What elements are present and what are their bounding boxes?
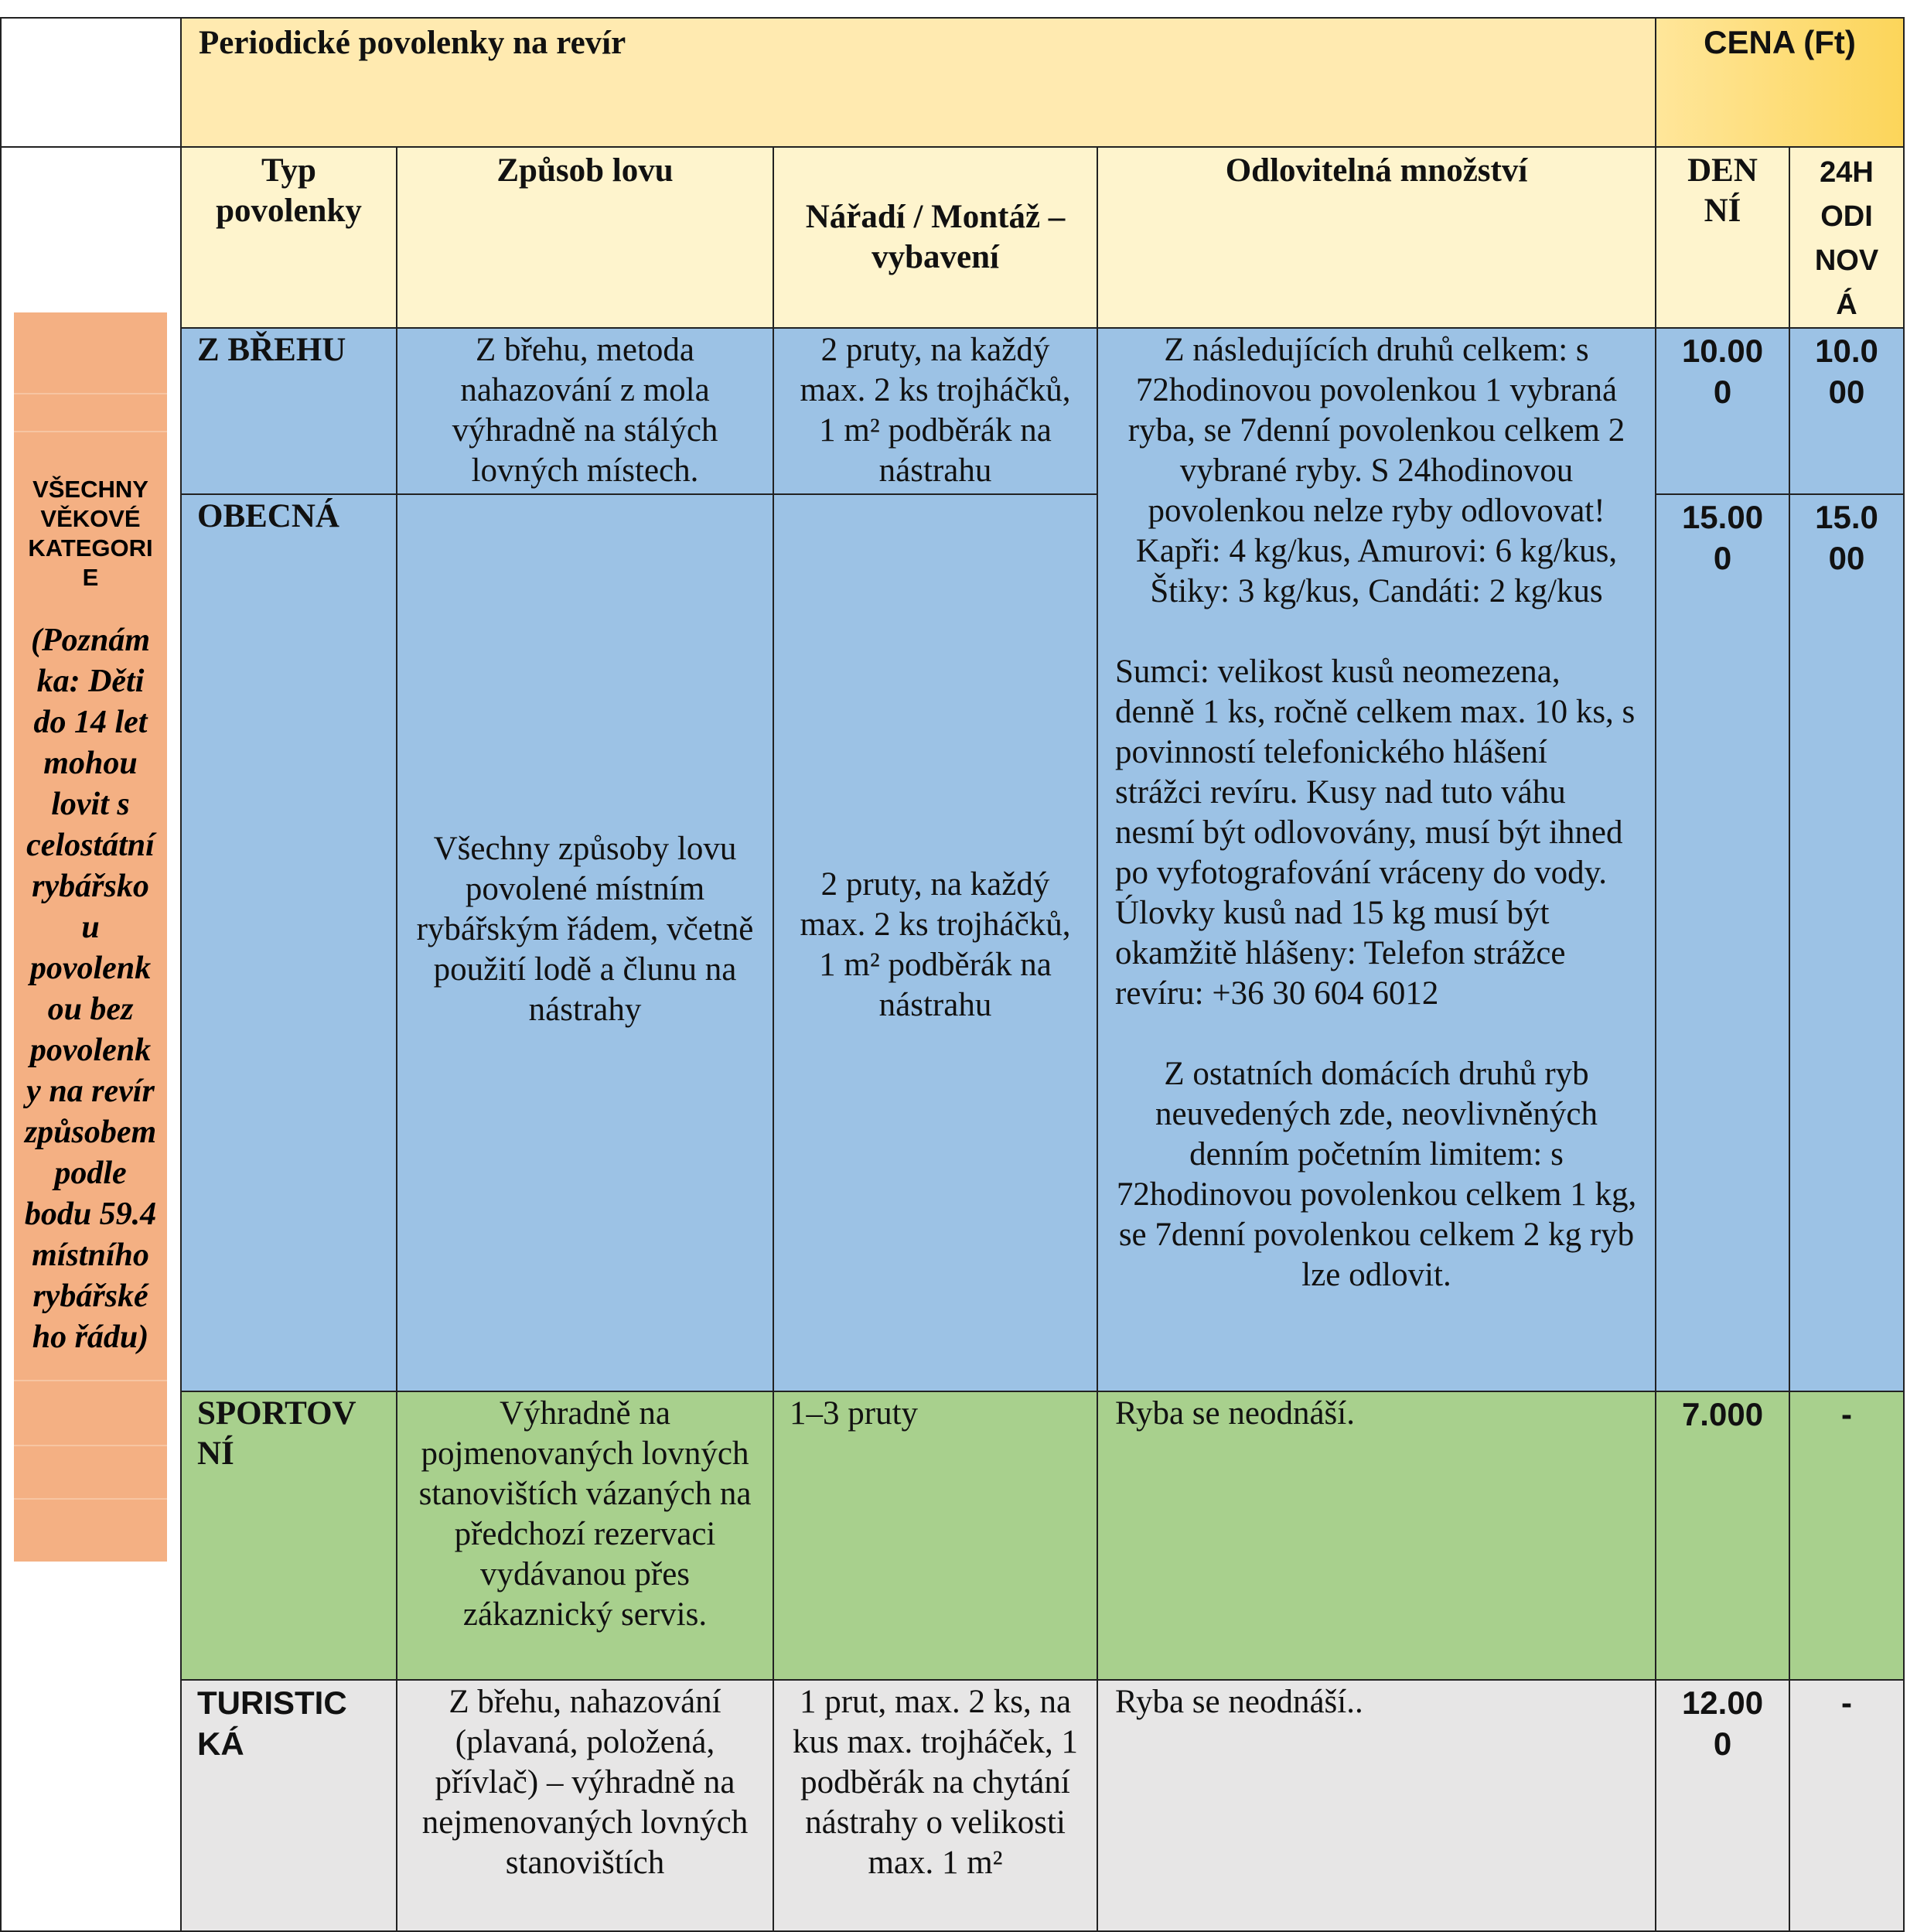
24h-price: -	[1841, 1685, 1853, 1721]
limits-paragraph: Z ostatních domácích druhů ryb neuvedených zde, neovlivněných denním početním limitem: s 72hodinovou povolenkou celkem 1 kg, se 7denní povolenkou celkem 2 kg ryb lze odlovit.	[1116, 1056, 1637, 1293]
limits-paragraph: Sumci: velikost kusů neomezena, denně 1 ks, ročně celkem max. 10 ks, s povinností telefonického hlášení strážci revíru. Kusy nad tuto váhu nesmí být odlovovány, musí být ihned po vyfotografování vráceny do vody. Úlovky kusů nad 15 kg musí být okamžitě hlášeny: Telefon strážce revíru: +36 30 604 6012	[1115, 654, 1636, 1012]
col-method-cell	[397, 147, 773, 328]
col-method: Způsob lovu	[496, 152, 674, 189]
limits-text	[1098, 329, 1655, 1295]
note-line: u	[81, 910, 100, 945]
limits-text: Ryba se neodnáší.	[1115, 1395, 1355, 1432]
age-category-label	[14, 475, 167, 592]
limits-cell	[1097, 1391, 1656, 1680]
gear-text: 2 pruty, na každý max. 2 ks trojháčků, 1 m² podběrák na nástrahu	[800, 332, 1071, 489]
24h-price	[1790, 495, 1903, 579]
note-line: povolenk	[29, 951, 152, 986]
note-line: bodu 59.4	[24, 1196, 157, 1232]
method-cell	[397, 1391, 773, 1680]
24h-price-cell	[1789, 494, 1904, 1391]
note-line: způsobem	[24, 1114, 157, 1150]
price-line: 10.00	[1681, 333, 1764, 369]
permit-type: Z BŘEHU	[197, 332, 346, 368]
type-line: KÁ	[197, 1725, 244, 1762]
price-header: CENA (Ft)	[1704, 24, 1856, 60]
type-cell	[181, 328, 397, 494]
price-line: 12.00	[1681, 1685, 1764, 1721]
daily-price: 7.000	[1681, 1396, 1764, 1432]
limits-cell	[1097, 1680, 1656, 1931]
gear-cell	[773, 1680, 1097, 1931]
24h-price-cell	[1789, 328, 1904, 494]
note-line: podle	[54, 1155, 127, 1191]
note-line: (Poznám	[30, 623, 150, 658]
permit-type	[182, 1392, 396, 1474]
type-line: SPORTOV	[197, 1395, 356, 1432]
category-label-line: VĚKOVÉ	[40, 505, 141, 532]
note-line: y na revír	[26, 1074, 155, 1109]
column-header-row	[1, 147, 1904, 328]
note-line: ou bez	[47, 992, 134, 1027]
price-line: 0	[1713, 540, 1732, 576]
gear-cell	[773, 1391, 1097, 1680]
col-24h-line: Á	[1836, 288, 1857, 321]
note-line: místního	[32, 1237, 149, 1273]
age-category-note	[14, 620, 167, 1358]
gear-text: 1 prut, max. 2 ks, na kus max. trojháček, 1 podběrák na chytání nástrahy o velikosti max. 1 m²	[793, 1684, 1078, 1881]
col-24h-line: 24H	[1820, 156, 1874, 189]
limits-cell	[1097, 328, 1656, 1391]
method-text: Z břehu, metoda nahazování z mola výhradně na stálých lovných místech.	[452, 332, 718, 489]
daily-price	[1656, 495, 1789, 579]
col-gear-cell	[773, 147, 1097, 328]
price-line: 0	[1713, 374, 1732, 410]
col-24h	[1790, 148, 1903, 327]
permit-type	[182, 1681, 396, 1764]
page-title: Periodické povolenky na revír	[199, 25, 626, 61]
price-line: 00	[1828, 540, 1865, 576]
table-row	[1, 1391, 1904, 1680]
type-line: TURISTIC	[197, 1685, 347, 1721]
note-line: rybářsko	[32, 869, 149, 904]
note-line: do 14 let	[33, 705, 148, 740]
category-label-line: VŠECHNY	[32, 476, 148, 503]
col-24h-cell	[1789, 147, 1904, 328]
col-daily-line: NÍ	[1704, 193, 1741, 229]
permit-type: OBECNÁ	[197, 498, 339, 534]
method-cell	[397, 494, 773, 1391]
daily-price	[1656, 1681, 1789, 1764]
gear-cell	[773, 328, 1097, 494]
note-line: ka: Děti	[36, 664, 145, 699]
col-24h-line: ODI	[1820, 200, 1873, 233]
method-cell	[397, 328, 773, 494]
price-line: 0	[1713, 1725, 1732, 1762]
col-daily	[1656, 148, 1789, 231]
col-gear: Nářadí / Montáž – vybavení	[805, 199, 1066, 275]
col-type: Typ povolenky	[216, 152, 362, 229]
corner-cell	[1, 18, 181, 147]
type-cell	[181, 494, 397, 1391]
type-line: NÍ	[197, 1435, 234, 1472]
note-line: celostátní	[26, 828, 155, 863]
method-cell	[397, 1680, 773, 1931]
daily-price-cell	[1656, 1391, 1789, 1680]
note-line: povolenk	[29, 1033, 152, 1068]
daily-price	[1656, 329, 1789, 412]
price-line: 15.00	[1681, 499, 1764, 535]
method-text: Z břehu, nahazování (plavaná, položená, přívlač) – výhradně na nejmenovaných lovných stanovištích	[421, 1684, 749, 1881]
age-category-box	[14, 312, 167, 1562]
24h-price: -	[1841, 1396, 1853, 1432]
limits-paragraph: Z následujících druhů celkem: s 72hodinovou povolenkou 1 vybraná ryba, se 7denní povolenkou celkem 2 vybrané ryby. S 24hodinovou povolenkou nelze ryby odlovovat! Kapři: 4 kg/kus, Amurovi: 6 kg/kus, Štiky: 3 kg/kus, Candáti: 2 kg/kus	[1127, 332, 1625, 609]
table-row	[1, 328, 1904, 494]
type-cell	[181, 1391, 397, 1680]
table-row	[1, 1680, 1904, 1931]
permit-table	[0, 17, 1905, 1932]
note-line: lovit s	[51, 787, 130, 822]
note-line: ho řádu)	[32, 1319, 149, 1355]
daily-price-cell	[1656, 328, 1789, 494]
gear-text: 2 pruty, na každý max. 2 ks trojháčků, 1 m² podběrák na nástrahu	[800, 866, 1071, 1023]
col-limits-cell	[1097, 147, 1656, 328]
note-line: mohou	[43, 746, 138, 781]
price-line: 10.0	[1815, 333, 1878, 369]
category-label-line: KATEGORI	[28, 534, 153, 562]
daily-price-cell	[1656, 1680, 1789, 1931]
title-cell	[181, 18, 1656, 147]
method-text: Všechny způsoby lovu povolené místním rybářským řádem, včetně použití lodě a člunu na nástrahy	[416, 831, 754, 1028]
24h-price-cell	[1789, 1680, 1904, 1931]
col-daily-line: DEN	[1687, 152, 1758, 189]
gear-text: 1–3 pruty	[790, 1395, 919, 1432]
price-line: 00	[1828, 374, 1865, 410]
daily-price-cell	[1656, 494, 1789, 1391]
limits-text: Ryba se neodnáší..	[1115, 1684, 1363, 1720]
category-label-line: E	[82, 564, 99, 591]
method-text: Výhradně na pojmenovaných lovných stanovištích vázaných na předchozí rezervaci vydávanou přes zákaznický servis.	[418, 1395, 752, 1633]
gear-cell	[773, 494, 1097, 1391]
col-24h-line: NOV	[1814, 244, 1879, 277]
note-line: rybářské	[32, 1278, 148, 1314]
24h-price-cell	[1789, 1391, 1904, 1680]
type-cell	[181, 1680, 397, 1931]
price-line: 15.0	[1815, 499, 1878, 535]
price-header-cell	[1656, 18, 1904, 147]
24h-price	[1790, 329, 1903, 412]
col-type-cell	[181, 147, 397, 328]
title-row	[1, 18, 1904, 147]
col-daily-cell	[1656, 147, 1789, 328]
col-limits: Odlovitelná množství	[1225, 152, 1528, 189]
